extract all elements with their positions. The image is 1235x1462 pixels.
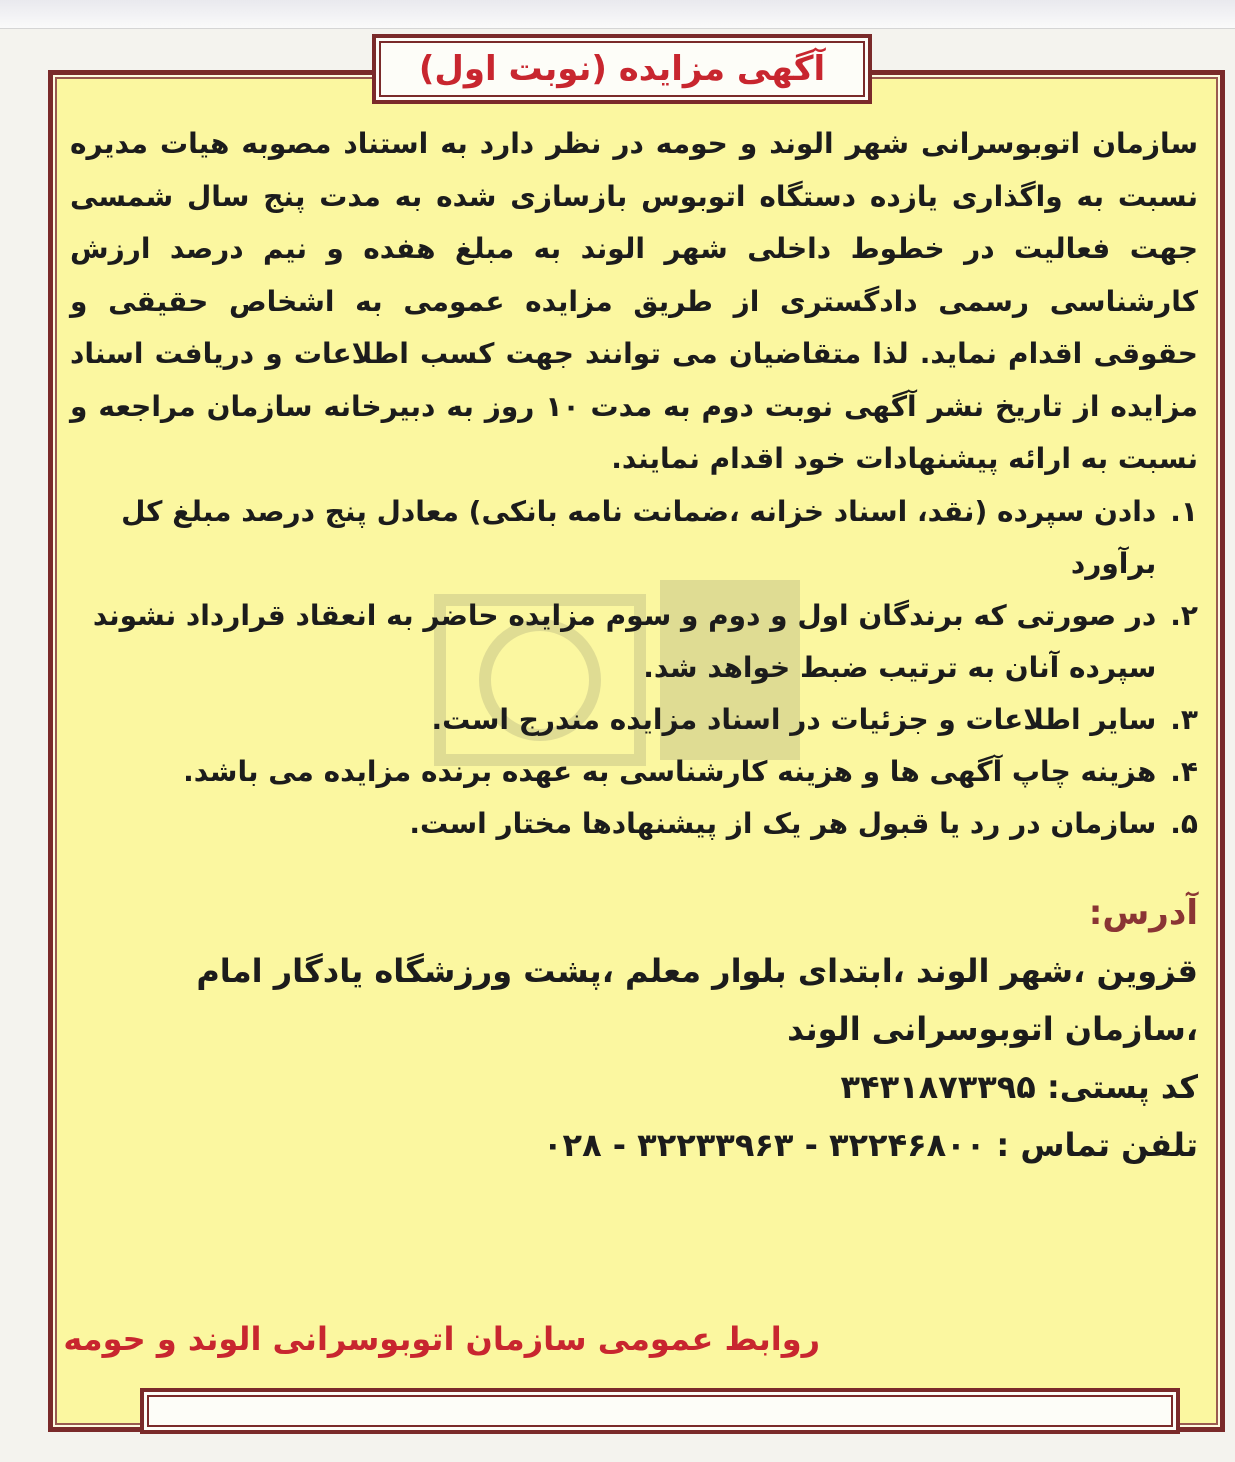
intro-paragraph: سازمان اتوبوسرانی شهر الوند و حومه در نظر دارد به استناد مصوبه هیات مدیره نسبت به واگذاری یازده دستگاه اتوبوس بازسازی شده به مدت پنج سال شمسی جهت فعالیت در خطوط داخلی شهر الوند به مبلغ هفده و نیم درصد ارزش کارشناسی رسمی دادگستری از طریق مزایده عمومی به اشخاص حقیقی و حقوقی اقدام نماید. لذا متقاضیان می توانند جهت کسب اطلاعات و دریافت اسناد مزایده از تاریخ نشر آگهی نوبت دوم به مدت ۱۰ روز به دبیرخانه سازمان مراجعه و نسبت به ارائه پیشنهادات خود اقدام نمایند.	[70, 127, 1198, 475]
condition-text: سازمان در رد یا قبول هر یک از پیشنهادها مختار است.	[409, 806, 1157, 840]
bottom-box	[140, 1388, 1180, 1434]
notice-title: آگهی مزایده (نوبت اول)	[418, 49, 826, 89]
conditions-list	[70, 486, 1198, 850]
condition-item	[70, 746, 1198, 798]
phone-value: ۰۲۸ - ۳۲۲۳۳۹۶۳ - ۳۲۲۴۶۸۰۰	[543, 1125, 986, 1164]
signature-public-relations: روابط عمومی سازمان اتوبوسرانی الوند و حومه	[63, 1320, 820, 1358]
condition-item	[70, 590, 1198, 694]
condition-number: ۲.	[1170, 598, 1198, 632]
phone-label: تلفن تماس :	[996, 1125, 1198, 1164]
condition-text: هزینه چاپ آگهی ها و هزینه کارشناسی به عهده برنده مزایده می باشد.	[183, 754, 1157, 788]
postal-code	[70, 1058, 1198, 1116]
condition-text: دادن سپرده (نقد، اسناد خزانه ،ضمانت نامه بانکی) معادل پنج درصد مبلغ کل برآورد	[121, 494, 1157, 580]
condition-number: ۴.	[1170, 754, 1198, 788]
condition-text: در صورتی که برندگان اول و دوم و سوم مزایده حاضر به انعقاد قرارداد نشوند سپرده آنان به ترتیب ضبط خواهد شد.	[92, 598, 1157, 684]
condition-text: سایر اطلاعات و جزئیات در اسناد مزایده مندرج است.	[431, 702, 1157, 736]
notice-body	[70, 118, 1198, 1174]
address-label: آدرس:	[1088, 892, 1198, 933]
postal-code-label: کد پستی:	[1046, 1067, 1198, 1106]
condition-number: ۳.	[1170, 702, 1198, 736]
address-value: قزوین ،شهر الوند ،ابتدای بلوار معلم ،پشت ورزشگاه یادگار امام ،سازمان اتوبوسرانی الوند	[196, 951, 1198, 1048]
condition-item	[70, 694, 1198, 746]
condition-item	[70, 486, 1198, 590]
condition-number: ۱.	[1170, 494, 1198, 528]
page-edge	[0, 0, 1235, 29]
condition-number: ۵.	[1170, 806, 1198, 840]
postal-code-value: ۳۴۳۱۸۷۳۳۹۵	[840, 1067, 1036, 1106]
title-box	[372, 34, 872, 104]
phone-number	[70, 1116, 1198, 1174]
condition-item	[70, 798, 1198, 850]
